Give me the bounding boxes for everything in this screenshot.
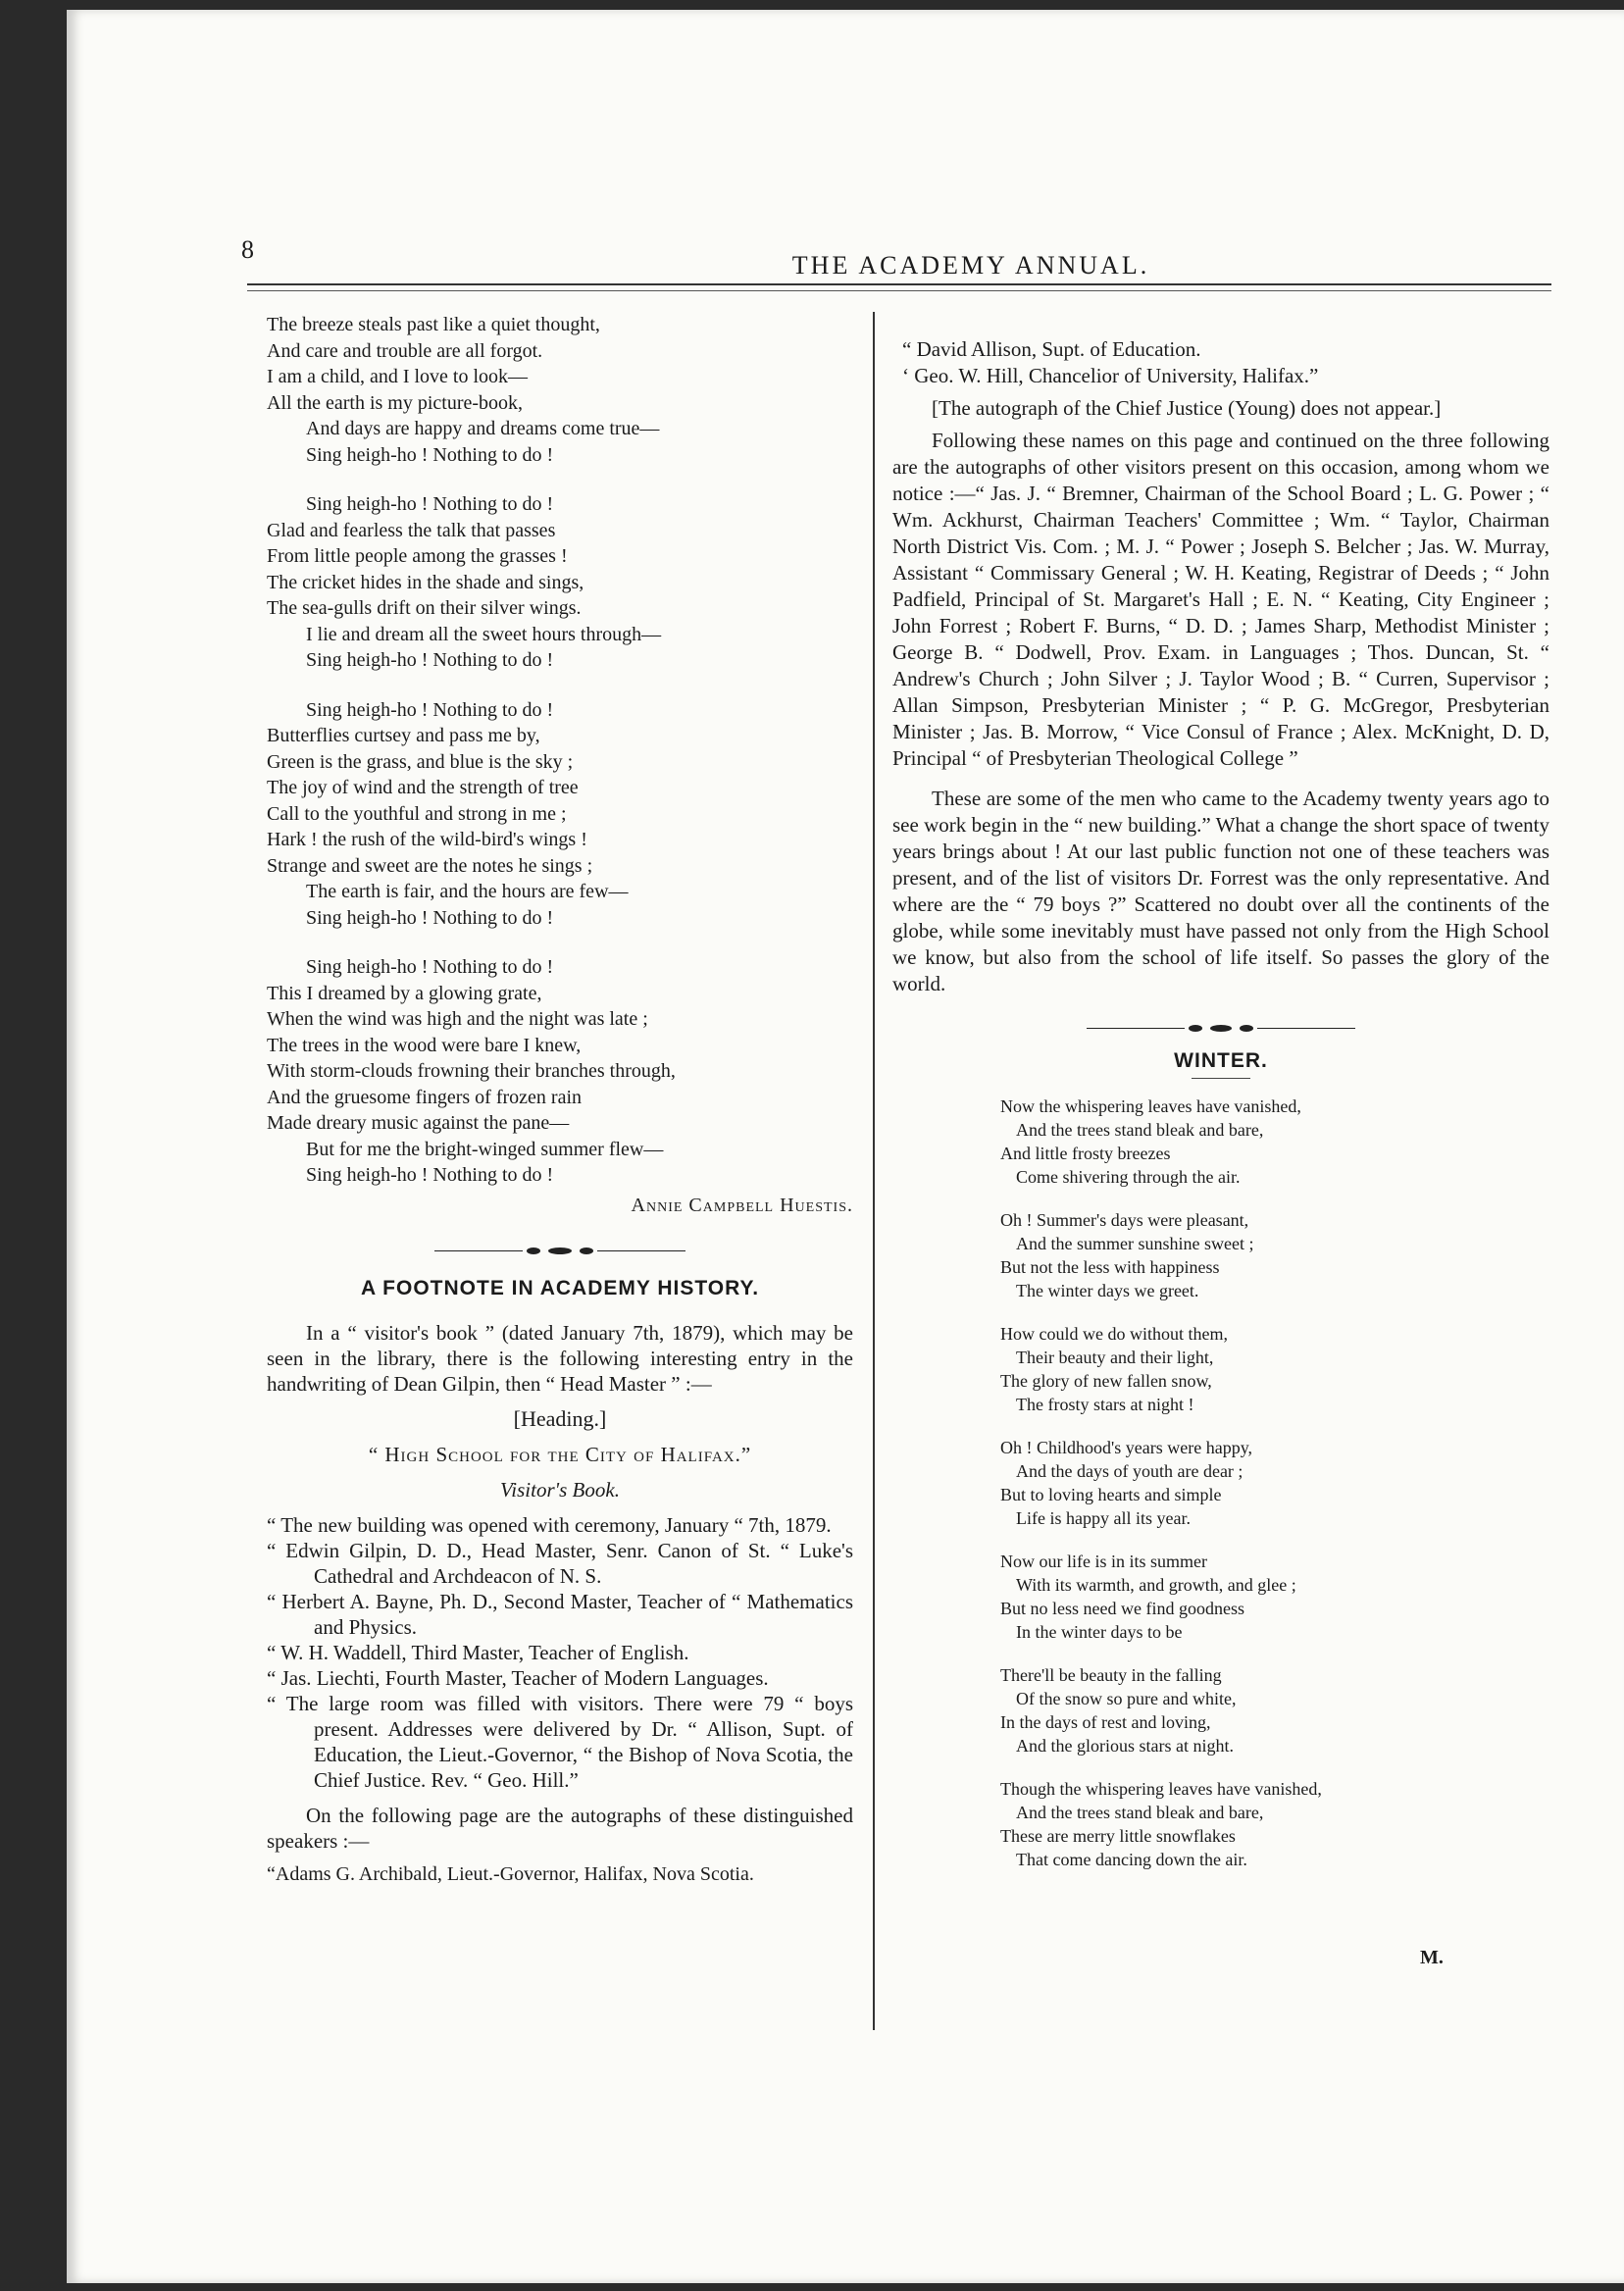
poem-line: Sing heigh-ho ! Nothing to do ! xyxy=(306,956,554,978)
poem-line: Strange and sweet are the notes he sings ; xyxy=(267,854,593,877)
poem-stanza xyxy=(267,312,853,468)
poem-line: Call to the youthful and strong in me ; xyxy=(267,802,567,825)
poem-line: The glory of new fallen snow, xyxy=(1000,1371,1212,1391)
poem-line: Oh ! Summer's days were pleasant, xyxy=(1000,1210,1249,1230)
chief-justice-note: [The autograph of the Chief Justice (Young) does not appear.] xyxy=(932,396,1442,420)
poem-line: Made dreary music against the pane— xyxy=(267,1112,570,1134)
book-entry: “ The large room was filled with visitors. There were 79 “ boys present. Addresses were delivered by Dr. “ Allison, Supt. of Education, the Lieut.-Governor, “ the Bishop of Nova Scotia, the Chief Justice. Rev. “ Geo. Hill.” xyxy=(267,1691,853,1792)
following-paragraph: On the following page are the autographs of these distinguished speakers :— xyxy=(267,1803,853,1853)
poem-line: Oh ! Childhood's years were happy, xyxy=(1000,1438,1253,1457)
poem-line: Though the whispering leaves have vanished, xyxy=(1000,1779,1322,1799)
poem-line: That come dancing down the air. xyxy=(1016,1850,1247,1869)
autograph-line: ‘ Geo. W. Hill, Chancelior of University, Halifax.” xyxy=(902,364,1319,387)
visitors-paragraph: Following these names on this page and continued on the three following are the autographs of other visitors present on this occasion, among whom we notice :—“ Jas. J. “ Bremner, Chairman of the School Board ; L. G. Power ; “ Wm. Ackhurst, Chairman Teachers' Committee ; Wm. “ Taylor, Chairman North District Vis. Com. ; M. J. “ Power ; Joseph S. Belcher ; Jas. W. Murray, Assistant “ Commissary General ; W. H. Keating, Registrar of Deeds ; “ John Padfield, Principal of St. Margaret's Hall ; E. N. “ Keating, City Engineer ; John Forrest ; Robert F. Burns, “ D. D. ; James Sharp, Methodist Minister ; George B. “ Dodwell, Prov. Exam. in Languages ; Thos. Duncan, St. “ Andrew's Church ; John Silver ; J. Taylor Wood ; B. “ Curren, Supervisor ; Allan Simpson, Presbyterian Minister ; “ P. G. McGregor, Presbyterian Minister ; Jas. B. Morrow, “ Vice Consul of France ; Alex. McKnight, D. D, Principal “ of Presbyterian Theological College ” xyxy=(892,429,1549,770)
poem-stanza xyxy=(1000,1663,1549,1757)
poem-line: With storm-clouds frowning their branches through, xyxy=(267,1060,676,1082)
autograph-line: “Adams G. Archibald, Lieut.-Governor, Halifax, Nova Scotia. xyxy=(267,1862,754,1885)
poem-line: And the gruesome fingers of frozen rain xyxy=(267,1086,582,1108)
poem-line: These are merry little snowflakes xyxy=(1000,1826,1236,1846)
poem-line: And the glorious stars at night. xyxy=(1016,1736,1234,1756)
poem-stanza xyxy=(1000,1322,1549,1416)
poem-line: Life is happy all its year. xyxy=(1016,1508,1191,1528)
poem-line: The sea-gulls drift on their silver wings. xyxy=(267,597,582,619)
poem-line: Now our life is in its summer xyxy=(1000,1552,1207,1571)
poem-line: The winter days we greet. xyxy=(1016,1281,1199,1300)
book-entry: “ Edwin Gilpin, D. D., Head Master, Senr. Canon of St. “ Luke's Cathedral and Archdeacon of N. S. xyxy=(267,1538,853,1588)
poem-stanza xyxy=(267,954,853,1189)
poem-line: And the summer sunshine sweet ; xyxy=(1016,1234,1254,1253)
poem-line: In the winter days to be xyxy=(1016,1622,1183,1642)
poem-stanza xyxy=(1000,1208,1549,1302)
poem-line: How could we do without them, xyxy=(1000,1324,1228,1344)
poem-line: The earth is fair, and the hours are few— xyxy=(306,881,629,902)
header-rule-thin xyxy=(247,290,1551,291)
poem-line: The trees in the wood were bare I knew, xyxy=(267,1034,582,1056)
school-name: “ High School for the City of Halifax.” xyxy=(368,1442,752,1466)
poem-line: When the wind was high and the night was late ; xyxy=(267,1008,648,1030)
winter-signature: M. xyxy=(1420,1947,1444,1968)
poem-line: There'll be beauty in the falling xyxy=(1000,1665,1222,1685)
right-column xyxy=(892,336,1549,1891)
poem-line: Hark ! the rush of the wild-bird's wings ! xyxy=(267,829,587,850)
poem-line: And the trees stand bleak and bare, xyxy=(1016,1120,1264,1140)
poem-stanza xyxy=(267,697,853,932)
poem-line: And the days of youth are dear ; xyxy=(1016,1461,1243,1481)
poem-stanza xyxy=(1000,1095,1549,1189)
poem-line: All the earth is my picture-book, xyxy=(267,391,524,414)
poem-line: But not the less with happiness xyxy=(1000,1257,1220,1277)
poem-line: From little people among the grasses ! xyxy=(267,545,568,567)
autograph-line: “ David Allison, Supt. of Education. xyxy=(902,337,1201,361)
poem-line: Sing heigh-ho ! Nothing to do ! xyxy=(306,443,554,466)
poem-line: And the trees stand bleak and bare, xyxy=(1016,1803,1264,1822)
poem-stanza xyxy=(1000,1550,1549,1644)
poem-stanza xyxy=(267,491,853,674)
book-entry: “ W. H. Waddell, Third Master, Teacher of English. xyxy=(267,1640,689,1664)
page-number: 8 xyxy=(241,235,254,264)
visitors-book-label: Visitor's Book. xyxy=(500,1477,620,1502)
poem-title-winter: WINTER. xyxy=(1174,1049,1268,1072)
ornament-divider xyxy=(892,1025,1549,1032)
poem-line: Green is the grass, and blue is the sky ; xyxy=(267,750,574,773)
poem-stanza xyxy=(1000,1777,1549,1871)
header-rule xyxy=(247,283,1551,285)
poem-line: Sing heigh-ho ! Nothing to do ! xyxy=(306,493,554,515)
poem-line: But to loving hearts and simple xyxy=(1000,1485,1222,1504)
ornament-divider xyxy=(267,1247,853,1254)
poem-line: Sing heigh-ho ! Nothing to do ! xyxy=(306,1164,554,1186)
poem-line: The frosty stars at night ! xyxy=(1016,1395,1194,1414)
poem-line: And little frosty breezes xyxy=(1000,1144,1171,1163)
poem-line: But for me the bright-winged summer flew— xyxy=(306,1138,664,1160)
column-divider xyxy=(873,312,875,2030)
footnote-article xyxy=(267,1320,853,1887)
poem-line: Now the whispering leaves have vanished, xyxy=(1000,1096,1301,1116)
poem-line: Butterflies curtsey and pass me by, xyxy=(267,725,540,746)
poem-line: This I dreamed by a glowing grate, xyxy=(267,982,542,1004)
poem-line: Their beauty and their light, xyxy=(1016,1348,1214,1367)
intro-paragraph: In a “ visitor's book ” (dated January 7th, 1879), which may be seen in the library, there is the following interesting entry in the handwriting of Dean Gilpin, then “ Head Master ” :— xyxy=(267,1320,853,1396)
poem-line: In the days of rest and loving, xyxy=(1000,1712,1211,1732)
poem-line: Sing heigh-ho ! Nothing to do ! xyxy=(306,906,554,929)
poem-line: Come shivering through the air. xyxy=(1016,1167,1241,1187)
poem-sing-heigh-ho xyxy=(267,312,853,1218)
poem-line: And days are happy and dreams come true— xyxy=(306,418,660,439)
title-underline xyxy=(1192,1078,1250,1079)
poem-line: With its warmth, and growth, and glee ; xyxy=(1016,1575,1296,1595)
poem-stanza xyxy=(1000,1436,1549,1530)
poem-line: And care and trouble are all forgot. xyxy=(267,339,543,362)
poem-line: I lie and dream all the sweet hours through— xyxy=(306,623,662,645)
poem-author-signature: Annie Campbell Huestis. xyxy=(631,1194,853,1216)
poem-line: The joy of wind and the strength of tree xyxy=(267,777,579,798)
left-column xyxy=(267,312,853,1887)
poem-line: Sing heigh-ho ! Nothing to do ! xyxy=(306,698,554,721)
reflection-paragraph: These are some of the men who came to the Academy twenty years ago to see work begin in the “ new building.” What a change the short space of twenty years brings about ! At our last public function not one of these teachers was present, and of the list of visitors Dr. Forrest was the only representative. And where are the “ 79 boys ?” Scattered no doubt over all the continents of the globe, while some inevitably must have passed not only from the High School we know, but also from the school of life itself. So passes the glory of the world. xyxy=(892,787,1549,995)
book-entry: “ The new building was opened with ceremony, January “ 7th, 1879. xyxy=(267,1512,832,1537)
poem-line: Sing heigh-ho ! Nothing to do ! xyxy=(306,649,554,671)
poem-line: Glad and fearless the talk that passes xyxy=(267,519,556,541)
poem-winter xyxy=(892,1095,1549,1871)
poem-line: But no less need we find goodness xyxy=(1000,1599,1244,1618)
book-entry: “ Herbert A. Bayne, Ph. D., Second Master, Teacher of “ Mathematics and Physics. xyxy=(267,1589,853,1639)
article-title: A FOOTNOTE IN ACADEMY HISTORY. xyxy=(360,1277,760,1299)
poem-line: I am a child, and I love to look— xyxy=(267,366,529,387)
running-title: THE ACADEMY ANNUAL. xyxy=(791,251,1150,280)
poem-line: The cricket hides in the shade and sings, xyxy=(267,571,584,593)
poem-line: Of the snow so pure and white, xyxy=(1016,1689,1237,1708)
heading-label: [Heading.] xyxy=(513,1405,607,1431)
poem-line: The breeze steals past like a quiet thought, xyxy=(267,314,600,335)
book-entry: “ Jas. Liechti, Fourth Master, Teacher of Modern Languages. xyxy=(267,1665,769,1690)
